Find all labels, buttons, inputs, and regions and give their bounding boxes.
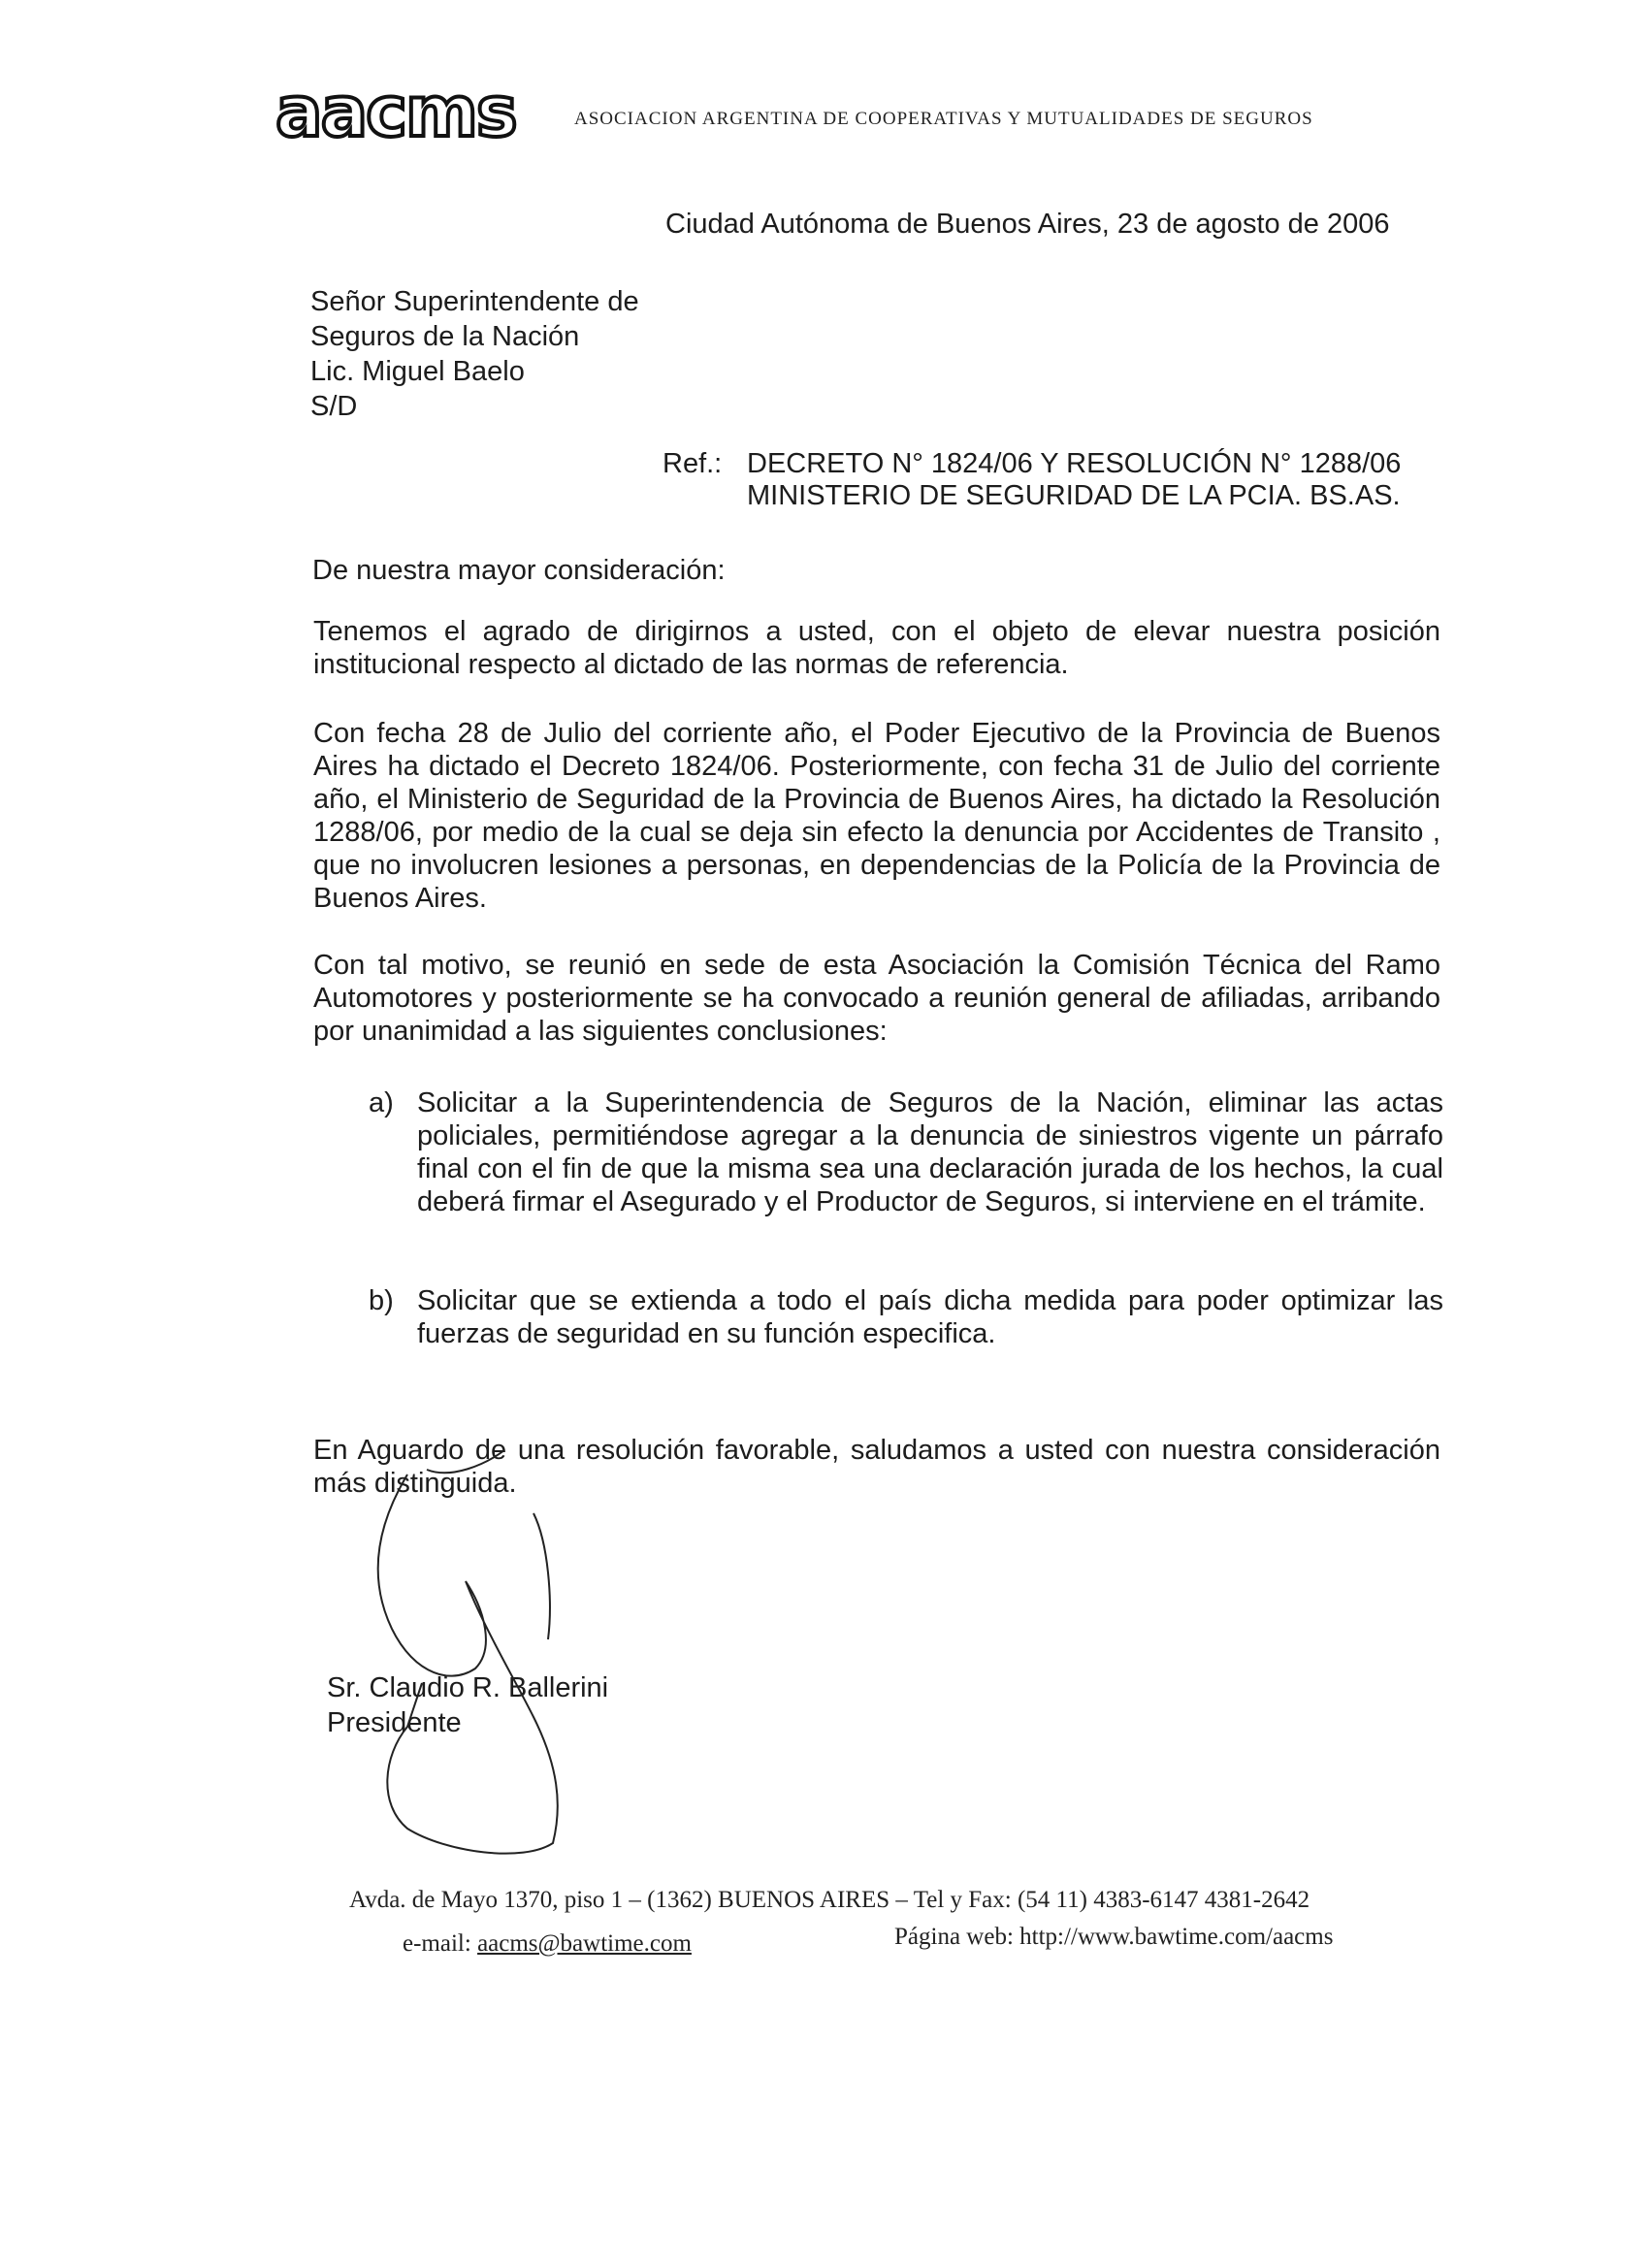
recipient-line: Lic. Miguel Baelo [310, 356, 525, 387]
signer-title: Presidente [327, 1707, 462, 1738]
aacms-logo [272, 80, 543, 147]
letterhead [272, 80, 1465, 147]
email-link[interactable]: aacms@bawtime.com [477, 1930, 692, 1957]
email-label: e-mail: [403, 1930, 471, 1957]
recipient-line: Señor Superintendente de [310, 286, 639, 317]
body-paragraph: Con tal motivo, se reunió en sede de esta Asociación la Comisión Técnica del Ramo Automotores y posteriormente se ha convocado a reunión general de afiliadas, arribando por unanimidad a las siguientes conclusiones: [313, 950, 1440, 1047]
item-text: Solicitar a la Superintendencia de Seguros de la Nación, eliminar las actas policiales, permitiéndose agregar a la denuncia de siniestros vigente un párrafo final con el fin de que la misma sea una declaración jurada de los hechos, la cual deberá firmar el Asegurado y el Productor de Seguros, si interviene en el trámite. [417, 1087, 1443, 1217]
recipient-block [310, 284, 639, 424]
reference-line: MINISTERIO DE SEGURIDAD DE LA PCIA. BS.AS. [747, 480, 1401, 511]
svg-text:aacms: aacms [275, 80, 516, 147]
reference-label: Ref.: [663, 448, 723, 479]
closing-paragraph: En Aguardo de una resolución favorable, saludamos a usted con nuestra consideración más distinguida. [313, 1435, 1440, 1499]
item-text: Solicitar que se extienda a todo el país dicha medida para poder optimizar las fuerzas de seguridad en su función especifica. [417, 1285, 1443, 1349]
handwritten-signature [369, 1436, 601, 1863]
date-line: Ciudad Autónoma de Buenos Aires, 23 de agosto de 2006 [665, 209, 1390, 240]
reference-line: DECRETO N° 1824/06 Y RESOLUCIÓN N° 1288/06 [747, 448, 1402, 479]
footer-website[interactable]: Página web: http://www.bawtime.com/aacms [894, 1924, 1334, 1950]
item-marker: a) [369, 1087, 394, 1118]
footer-email [403, 1930, 692, 1958]
recipient-line: S/D [310, 391, 358, 422]
item-marker: b) [369, 1285, 394, 1316]
organization-name: ASOCIACION ARGENTINA DE COOPERATIVAS Y MUTUALIDADES DE SEGUROS [574, 109, 1313, 129]
body-paragraph: Tenemos el agrado de dirigirnos a usted, con el objeto de elevar nuestra posición institucional respecto al dictado de las normas de referencia. [313, 616, 1440, 680]
body-paragraph: Con fecha 28 de Julio del corriente año, el Poder Ejecutivo de la Provincia de Buenos Aires ha dictado el Decreto 1824/06. Posteriormente, con fecha 31 de Julio del corriente año, el Ministerio de Seguridad de la Provincia de Buenos Aires, ha dictado la Resolución 1288/06, por medio de la cual se deja sin efecto la denuncia por Accidentes de Transito , que no involucren lesiones a personas, en dependencias de la Policía de la Provincia de Buenos Aires. [313, 718, 1440, 914]
salutation: De nuestra mayor consideración: [312, 555, 726, 586]
reference-lines [747, 448, 1401, 512]
footer-address: Avda. de Mayo 1370, piso 1 – (1362) BUENOS AIRES – Tel y Fax: (54 11) 4383-6147 4381-2642 [349, 1887, 1310, 1913]
signer-name: Sr. Claudio R. Ballerini [327, 1672, 609, 1703]
recipient-line: Seguros de la Nación [310, 321, 580, 352]
